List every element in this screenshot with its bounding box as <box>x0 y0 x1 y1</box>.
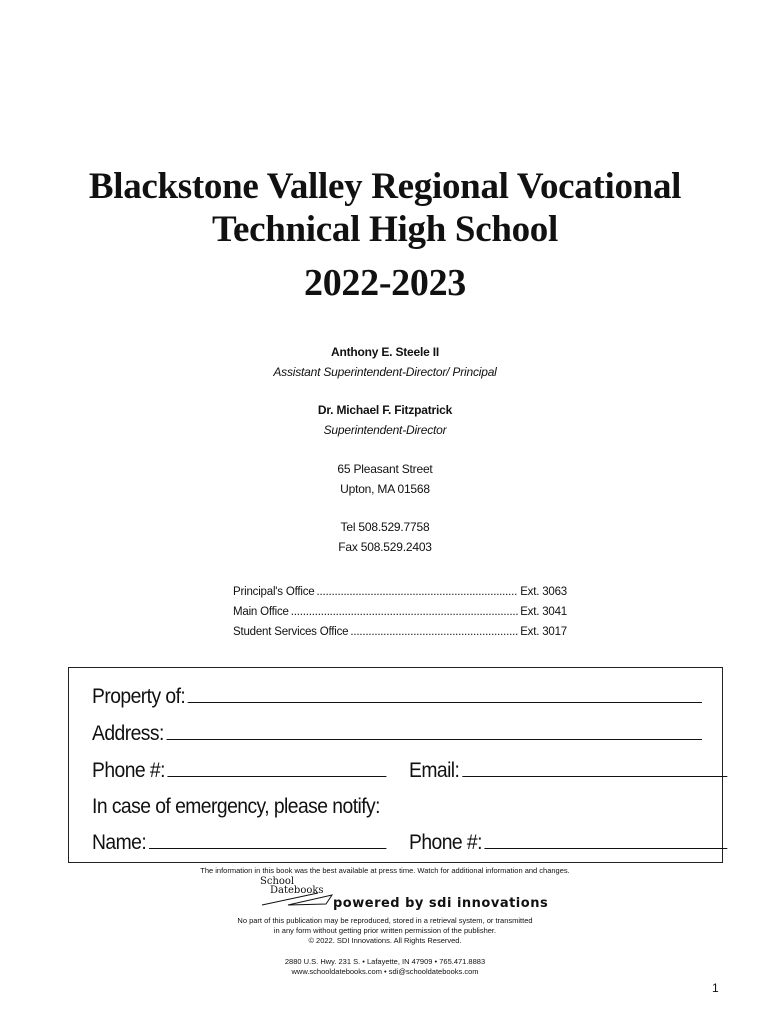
superintendent-name: Dr. Michael F. Fitzpatrick <box>317 403 453 417</box>
city-address: Upton, MA 01568 <box>340 482 430 496</box>
school-year: 2022-2023 <box>304 262 466 304</box>
office-row <box>233 585 567 599</box>
rights-line1: No part of this publication may be reproduced, stored in a retrieval system, or transmitted <box>237 916 533 925</box>
emergency-phone-field[interactable] <box>485 831 728 849</box>
office-ext: Ext. 3063 <box>520 586 567 598</box>
school-name-line2: Technical High School <box>212 209 558 250</box>
emergency-name-row <box>92 830 386 856</box>
fax: Fax 508.529.2403 <box>338 540 432 554</box>
logo-datebooks-text: Datebooks <box>270 885 324 896</box>
superintendent-title: Superintendent-Director <box>323 423 447 437</box>
property-label: Property of: <box>92 685 186 708</box>
emergency-phone-row <box>409 830 727 856</box>
property-row <box>92 684 702 710</box>
emergency-name-field[interactable] <box>149 831 386 849</box>
property-field[interactable] <box>188 685 702 703</box>
logo-school-text: School <box>260 876 295 887</box>
address-field[interactable] <box>167 722 702 740</box>
phone2-label: Phone #: <box>409 831 482 854</box>
leader-dots <box>316 585 518 599</box>
name-label: Name: <box>92 831 147 854</box>
office-ext: Ext. 3017 <box>520 626 567 638</box>
publisher-address: 2880 U.S. Hwy. 231 S. • Lafayette, IN 47909 • 765.471.8883 <box>284 957 486 966</box>
copyright: © 2022. SDI Innovations. All Rights Reserved. <box>308 936 462 945</box>
office-label: Main Office <box>233 606 289 618</box>
email-row <box>409 758 727 784</box>
powered-by-sdi-logo: powered by sdi innovations <box>333 896 549 911</box>
phone-label: Phone #: <box>92 759 165 782</box>
address-label: Address: <box>92 722 164 745</box>
disclaimer-text: The information in this book was the best available at press time. Watch for additional information and changes. <box>200 866 570 875</box>
phone-field[interactable] <box>168 759 387 777</box>
office-label: Principal's Office <box>233 586 315 598</box>
page-number: 1 <box>712 981 719 995</box>
phone-row <box>92 758 386 784</box>
school-datebooks-logo <box>258 877 338 911</box>
logo-swoosh-icon <box>258 891 338 907</box>
office-row <box>233 605 567 619</box>
office-row <box>233 625 567 639</box>
telephone: Tel 508.529.7758 <box>340 520 430 534</box>
owner-info-form <box>68 667 723 863</box>
school-name-line1: Blackstone Valley Regional Vocational <box>88 166 682 207</box>
email-field[interactable] <box>462 759 727 777</box>
street-address: 65 Pleasant Street <box>337 462 433 476</box>
leader-dots <box>291 605 518 619</box>
emergency-heading: In case of emergency, please notify: <box>92 795 380 818</box>
leader-dots <box>350 625 518 639</box>
email-label: Email: <box>409 759 460 782</box>
principal-title: Assistant Superintendent-Director/ Principal <box>273 365 497 379</box>
publisher-web: www.schooldatebooks.com • sdi@schooldatebooks.com <box>291 967 479 976</box>
principal-name: Anthony E. Steele II <box>330 345 440 359</box>
office-ext: Ext. 3041 <box>520 606 567 618</box>
office-label: Student Services Office <box>233 626 349 638</box>
address-row <box>92 721 702 747</box>
rights-line2: in any form without getting prior written permission of the publisher. <box>273 926 497 935</box>
